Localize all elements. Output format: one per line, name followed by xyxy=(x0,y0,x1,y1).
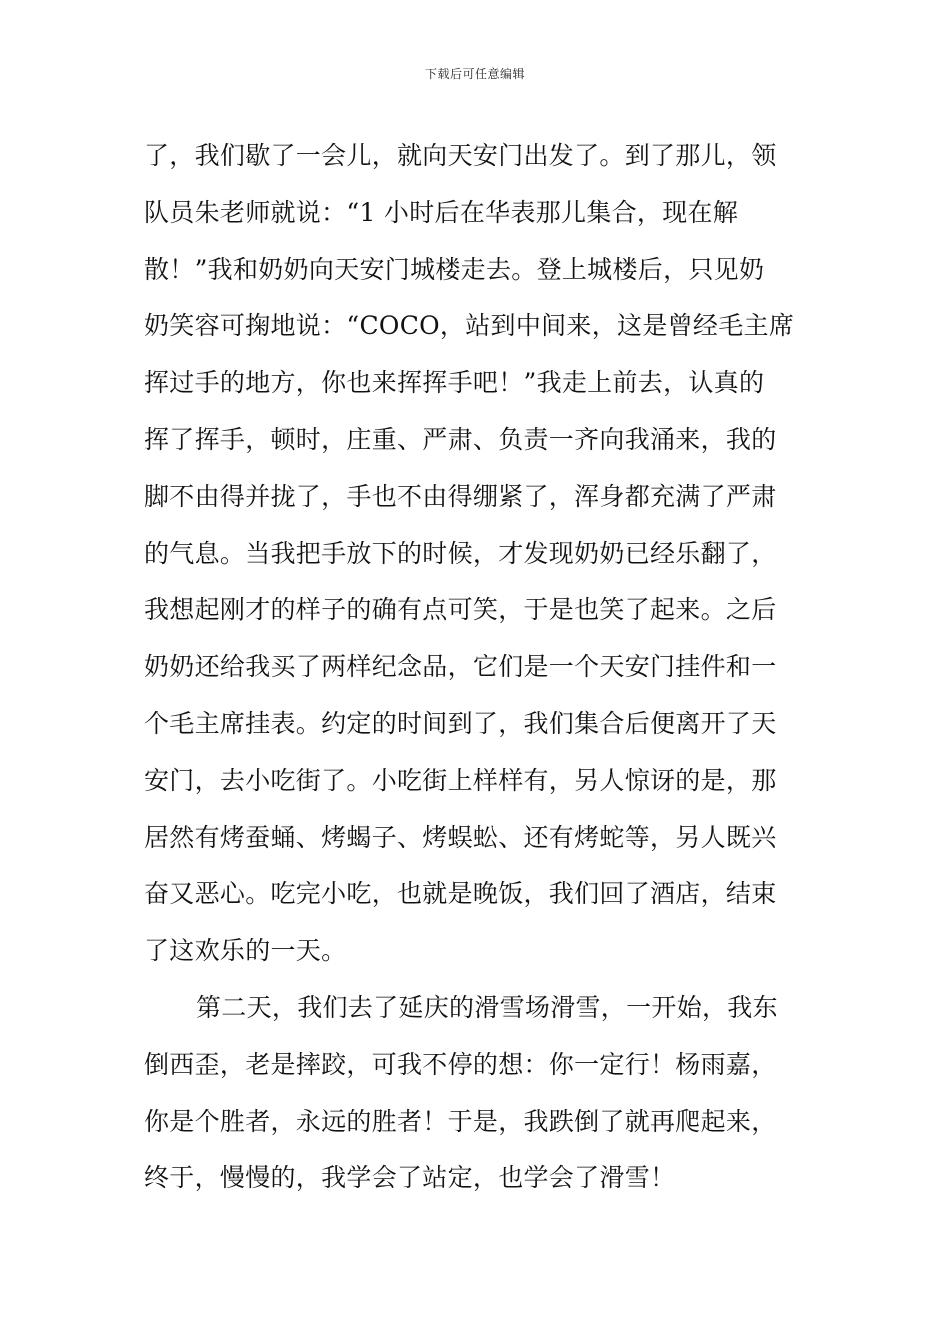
text-line: 奶笑容可掬地说：“COCO，站到中间来，这是曾经毛主席 xyxy=(144,311,795,341)
text-line: 挥了挥手，顿时，庄重、严肃、负责一齐向我涌来，我的 xyxy=(144,424,777,454)
paragraph-2 xyxy=(144,980,808,1207)
text-line: 散！”我和奶奶向天安门城楼走去。登上城楼后，只见奶 xyxy=(144,254,765,284)
body-text xyxy=(144,128,808,1207)
text-line: 挥过手的地方，你也来挥挥手吧！”我走上前去，认真的 xyxy=(144,368,765,398)
text-line: 居然有烤蚕蛹、烤蝎子、烤蜈蚣、还有烤蛇等，另人既兴 xyxy=(144,822,777,852)
text-line: 个毛主席挂表。约定的时间到了，我们集合后便离开了天 xyxy=(144,708,777,738)
text-line: 你是个胜者，永远的胜者！于是，我跌倒了就再爬起来， xyxy=(144,1106,777,1136)
text-line: 倒西歪，老是摔跤，可我不停的想：你一定行！杨雨嘉， xyxy=(144,1049,777,1079)
text-line: 我想起刚才的样子的确有点可笑，于是也笑了起来。之后 xyxy=(144,595,777,625)
text-line: 奋又恶心。吃完小吃，也就是晚饭，我们回了酒店，结束 xyxy=(144,879,777,909)
text-line: 的气息。当我把手放下的时候，才发现奶奶已经乐翻了， xyxy=(144,538,777,568)
text-line: 脚不由得并拢了，手也不由得绷紧了，浑身都充满了严肃 xyxy=(144,481,777,511)
paragraph-1 xyxy=(144,128,808,980)
text-line: 安门，去小吃街了。小吃街上样样有，另人惊讶的是，那 xyxy=(144,765,777,795)
text-line: 奶奶还给我买了两样纪念品，它们是一个天安门挂件和一 xyxy=(144,652,777,682)
text-line: 第二天，我们去了延庆的滑雪场滑雪，一开始，我东 xyxy=(196,992,778,1022)
header-note: 下载后可任意编辑 xyxy=(424,67,525,81)
text-line: 队员朱老师就说：“1 小时后在华表那儿集合，现在解 xyxy=(144,197,739,227)
text-line: 终于，慢慢的，我学会了站定，也学会了滑雪！ xyxy=(144,1163,676,1193)
text-line: 了，我们歇了一会儿，就向天安门出发了。到了那儿，领 xyxy=(144,141,777,170)
text-line: 了这欢乐的一天。 xyxy=(144,936,347,966)
